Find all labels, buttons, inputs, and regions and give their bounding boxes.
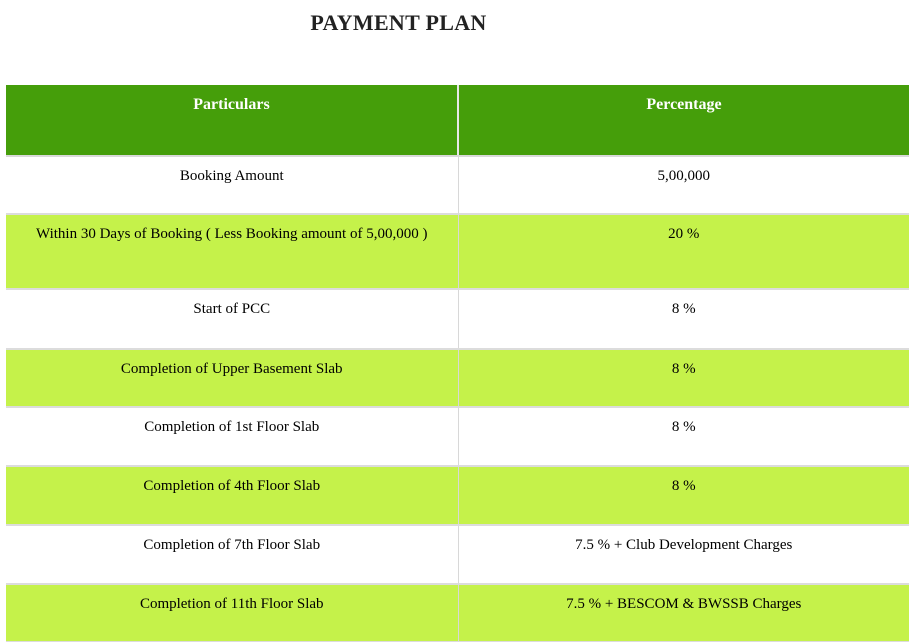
table-row: [6, 584, 909, 642]
table-row: [6, 466, 909, 525]
particular-cell: Booking Amount: [6, 156, 458, 214]
payment-plan-table: [6, 85, 909, 642]
percentage-cell: 7.5 % + BESCOM & BWSSB Charges: [458, 584, 909, 642]
particular-cell: Within 30 Days of Booking ( Less Booking amount of 5,00,000 ): [6, 214, 458, 289]
particular-cell: Start of PCC: [6, 289, 458, 349]
percentage-cell: 7.5 % + Club Development Charges: [458, 525, 909, 584]
table-row: [6, 525, 909, 584]
table-row: [6, 349, 909, 407]
table-row: [6, 156, 909, 214]
percentage-cell: 8 %: [458, 466, 909, 525]
header-percentage: Percentage: [458, 85, 909, 156]
particular-cell: Completion of 1st Floor Slab: [6, 407, 458, 466]
table-header-row: [6, 85, 909, 156]
page-title: PAYMENT PLAN: [310, 10, 487, 35]
table-row: [6, 289, 909, 349]
particular-cell: Completion of 4th Floor Slab: [6, 466, 458, 525]
table-row: [6, 214, 909, 289]
particular-cell: Completion of 7th Floor Slab: [6, 525, 458, 584]
percentage-cell: 8 %: [458, 349, 909, 407]
header-particulars: Particulars: [6, 85, 458, 156]
percentage-cell: 8 %: [458, 407, 909, 466]
percentage-cell: 5,00,000: [458, 156, 909, 214]
particular-cell: Completion of 11th Floor Slab: [6, 584, 458, 642]
table-row: [6, 407, 909, 466]
particular-cell: Completion of Upper Basement Slab: [6, 349, 458, 407]
percentage-cell: 8 %: [458, 289, 909, 349]
percentage-cell: 20 %: [458, 214, 909, 289]
